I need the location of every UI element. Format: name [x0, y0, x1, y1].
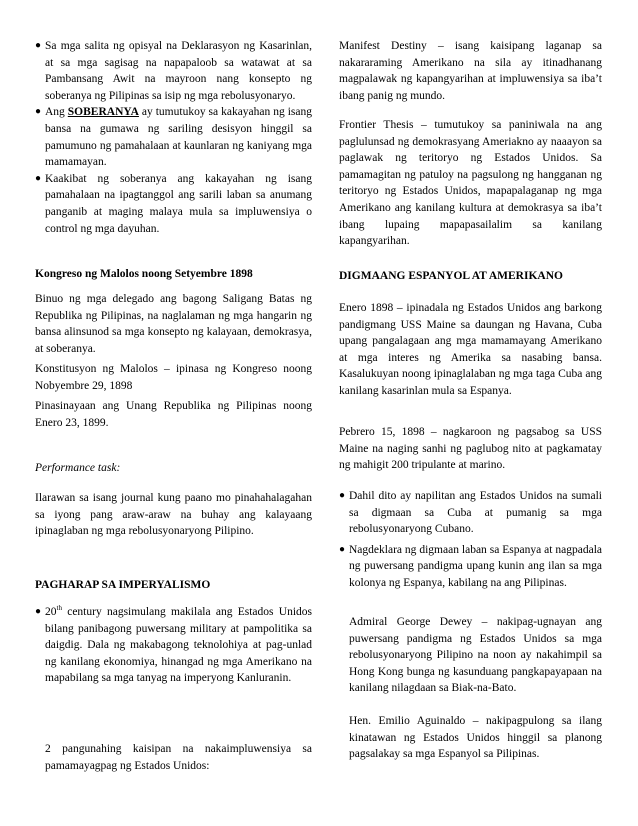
list-item: ● Dahil dito ay napilitan ang Estados Unidos na sumali sa digmaan sa Cuba at pumanig sa mga rebolusyonaryong Cubano. — [339, 490, 602, 536]
bullet-icon: ● — [35, 172, 42, 184]
imperyalismo-heading: PAGHARAP SA IMPERYALISMO — [35, 579, 211, 591]
pinasinayaan-paragraph: Pinasinayaan ang Unang Republika ng Pilipinas noong Enero 23, 1899. — [35, 400, 312, 429]
kaisipan-paragraph: 2 pangunahing kaisipan na nakaimpluwensiya sa pamamayagpag ng Estados Unidos: — [45, 743, 312, 772]
pebrero-1898-paragraph: Pebrero 15, 1898 – nagkaroon ng pagsabog sa USS Maine na naging sanhi ng paglubog nito at pagkamatay ng mahigit 200 tripulante at marino. — [339, 426, 602, 472]
enero-1898-paragraph: Enero 1898 – ipinadala ng Estados Unidos ang barkong pandigmang USS Maine sa daungan ng Havana, Cuba upang pangalagaan ang mga mamamayang Amerikano at mga interes ng Amerika sa nasabing bansa. Kasalukuyan noong ipinaglalaban ng mga taga Cuba ang kanilang kasarinlan mula sa Espanya. — [339, 302, 602, 397]
manifest-destiny-paragraph: Manifest Destiny – isang kaisipang laganap sa nakararaming Amerikano na sila ay itinadhanang magpalawak ng kapangyarihan at impluwensiya sa iba’t ibang panig ng mundo. — [339, 40, 602, 102]
performance-task-paragraph: Ilarawan sa isang journal kung paano mo pinahahalagahan sa iyong pang araw-araw na buhay ang kalayaang ipinaglaban ng mga rebolusyonaryong Pilipino. — [35, 492, 312, 538]
digmaan-bullet-list — [339, 488, 602, 592]
list-item: ● Ang SOBERANYA ay tumutukoy sa kakayahan ng isang bansa na gumawa ng sariling desisyon hinggil sa pamumuno ng pamahalaan at kaunlaran ng kaniyang mga mamamayan. — [35, 106, 312, 169]
soberanya-term: SOBERANYA — [67, 106, 139, 119]
list-item: ● 20th century nagsimulang makilala ang Estados Unidos bilang panibagong puwersang military at pampolitika sa daigdig. Dala ng makabagong teknolohiya at pag-unlad ng kanilang ekonomiya, hinangad ng mga Amerikano na mapabilang sa mga tanyag na imperyong Kanluranin. — [35, 604, 312, 685]
aguinaldo-paragraph: Hen. Emilio Aguinaldo – nakipagpulong sa ilang kinatawan ng Estados Unidos hinggil sa planong pagsalakay sa mga Espanyol sa Pilipinas. — [349, 715, 602, 761]
bullet-icon: ● — [35, 40, 42, 51]
imperyalismo-bullet-list — [35, 604, 312, 687]
kongreso-paragraph: Binuo ng mga delegado ang bagong Saligang Batas ng Republika ng Pilipinas, na naglalaman ng mga hangarin ng bansa alinsunod sa mga konsepto ng kalayaan, demokrasya, at soberanya. — [35, 293, 312, 355]
performance-task-label: Performance task: — [35, 462, 121, 474]
bullet-icon: ● — [35, 606, 42, 617]
frontier-thesis-paragraph: Frontier Thesis – tumutukoy sa paniniwala na ang paglulunsad ng demokrasyang Ameriakno ay naaayon sa paglawak ng teritoryo ng Estados Unidos. Sa pamamagitan ng patuloy na pagsulong ng hangganan ng teritoryo ng Estados Unidos, mapapalaganap ng mga Amerikano ang kanilang kultura at demokrasya sa iba’t ibang lupaing mapapasailalim sa kanilang kapangyarihan. — [339, 119, 602, 248]
dewey-paragraph: Admiral George Dewey – nakipag-ugnayan ang puwersang pandigma ng Estados Unidos sa mga rebolusyonaryong Pilipino na noon ay nakahimpil sa Hong Kong bunga ng kasunduang pangkapayapaan na kanilang nilagdaan sa Biak-na-Bato. — [349, 616, 602, 695]
kongreso-heading: Kongreso ng Malolos noong Setyembre 1898 — [35, 268, 253, 280]
bullet-icon: ● — [339, 543, 346, 555]
list-item: ● Nagdeklara ng digmaan laban sa Espanya at nagpadala ng puwersang pandigma upang kunin ang ilan sa mga kolonya ng Espanya, kabilang na ang Pilipinas. — [339, 543, 602, 589]
soberanya-bullet-list — [35, 38, 312, 237]
list-item: ● Kaakibat ng soberanya ang kakayahan ng isang pamahalaan na ipagtanggol ang sarili laban sa anumang panganib at maging malaya mula sa impluwensiya o control ng mga dayuhan. — [35, 172, 312, 235]
list-item: ● Sa mga salita ng opisyal na Deklarasyon ng Kasarinlan, at sa mga sagisag na napapaloob sa watawat at sa Pambansang Awit na mayroon nang konsepto ng soberanya ng Pilipinas sa isip ng mga rebolusyonaryo. — [35, 40, 312, 102]
bullet-icon: ● — [339, 490, 346, 501]
konstitusyon-paragraph: Konstitusyon ng Malolos – ipinasa ng Kongreso noong Nobyembre 29, 1898 — [35, 363, 312, 392]
bullet-icon: ● — [35, 106, 42, 118]
digmaan-heading: DIGMAANG ESPANYOL AT AMERIKANO — [339, 270, 563, 282]
